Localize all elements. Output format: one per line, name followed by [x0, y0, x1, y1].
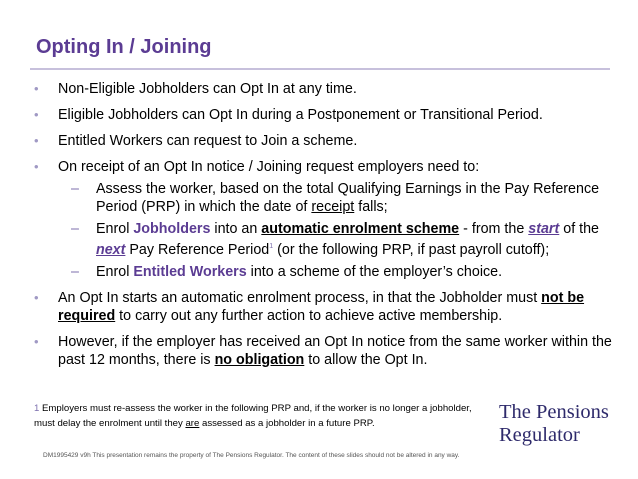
sub-item — [71, 263, 614, 281]
text: into a scheme of the employer’s choice. — [246, 263, 503, 280]
title-divider — [30, 68, 610, 70]
bullet-icon: • — [34, 81, 39, 96]
dash-icon: – — [71, 263, 79, 280]
sub-list — [58, 180, 614, 281]
text-bold-underlined: automatic enrolment scheme — [261, 221, 460, 237]
bullet-item — [34, 158, 614, 281]
bullet-text: Entitled Workers can request to Join a scheme. — [58, 133, 358, 149]
bullet-icon: • — [34, 107, 39, 122]
bullet-icon: • — [34, 133, 39, 148]
bullet-item — [34, 289, 614, 325]
text: to carry out any further action to achieve active membership. — [115, 307, 503, 324]
dash-icon: – — [71, 221, 79, 237]
text-underlined: receipt — [311, 199, 355, 215]
text: Enrol — [96, 221, 134, 237]
text-bold-underlined: not be required — [58, 289, 585, 324]
bullet-item — [34, 132, 614, 150]
text: Employers must re-assess the worker in the following PRP and, if the worker is no longer a jobholder, must delay the enrolment until they — [34, 403, 472, 429]
bullet-item — [34, 80, 614, 98]
dash-icon: – — [71, 181, 79, 197]
text-emphasis-italic: start — [528, 221, 560, 237]
text: Pay Reference Period — [125, 241, 270, 258]
text: (or the following PRP, if past payroll cutoff); — [273, 241, 550, 258]
bullet-icon: • — [34, 159, 39, 174]
text: into an — [210, 221, 262, 237]
bullet-icon: • — [34, 333, 39, 349]
text-emphasis-italic: next — [96, 241, 126, 258]
bullet-text: Eligible Jobholders can Opt In during a Postponement or Transitional Period. — [58, 107, 543, 123]
text: However, if the employer has received an Opt In notice from the same worker within the past 12 months, there is — [58, 333, 612, 368]
text-emphasis: Jobholders — [133, 221, 211, 237]
text: of the — [559, 221, 600, 237]
legal-notice: DM1995429 v9h This presentation remains the property of The Pensions Regulator. The content of these slides should not be altered in any way. — [43, 452, 460, 459]
bullet-text: On receipt of an Opt In notice / Joining request employers need to: — [58, 159, 480, 175]
text-bold-underlined: no obligation — [214, 351, 305, 368]
bullet-list — [34, 80, 614, 377]
text: falls; — [354, 199, 388, 215]
page-title: Opting In / Joining — [36, 36, 212, 58]
logo-line: Regulator — [499, 424, 580, 446]
text: An Opt In starts an automatic enrolment process, in that the Jobholder must — [58, 289, 542, 306]
sub-item — [71, 180, 614, 216]
text-emphasis: Entitled Workers — [133, 263, 247, 280]
footnote — [34, 401, 484, 431]
text: Assess the worker, based on the total Qualifying Earnings in the Pay Reference Period (PRP) in which the date of — [96, 181, 600, 215]
bullet-item — [34, 333, 614, 369]
bullet-icon: • — [34, 289, 39, 305]
footnote-marker: 1 — [269, 243, 274, 250]
bullet-text: Non-Eligible Jobholders can Opt In at any time. — [58, 81, 357, 97]
bullet-item — [34, 106, 614, 124]
text: assessed as a jobholder in a future PRP. — [199, 418, 375, 429]
footnote-marker: 1 — [34, 403, 40, 414]
sub-item — [71, 220, 614, 259]
text: to allow the Opt In. — [304, 351, 428, 368]
logo-line: The Pensions — [499, 401, 609, 423]
text: - from the — [459, 221, 529, 237]
text: Enrol — [96, 263, 134, 280]
pensions-regulator-logo — [499, 401, 609, 447]
text-underlined: are — [185, 418, 200, 429]
